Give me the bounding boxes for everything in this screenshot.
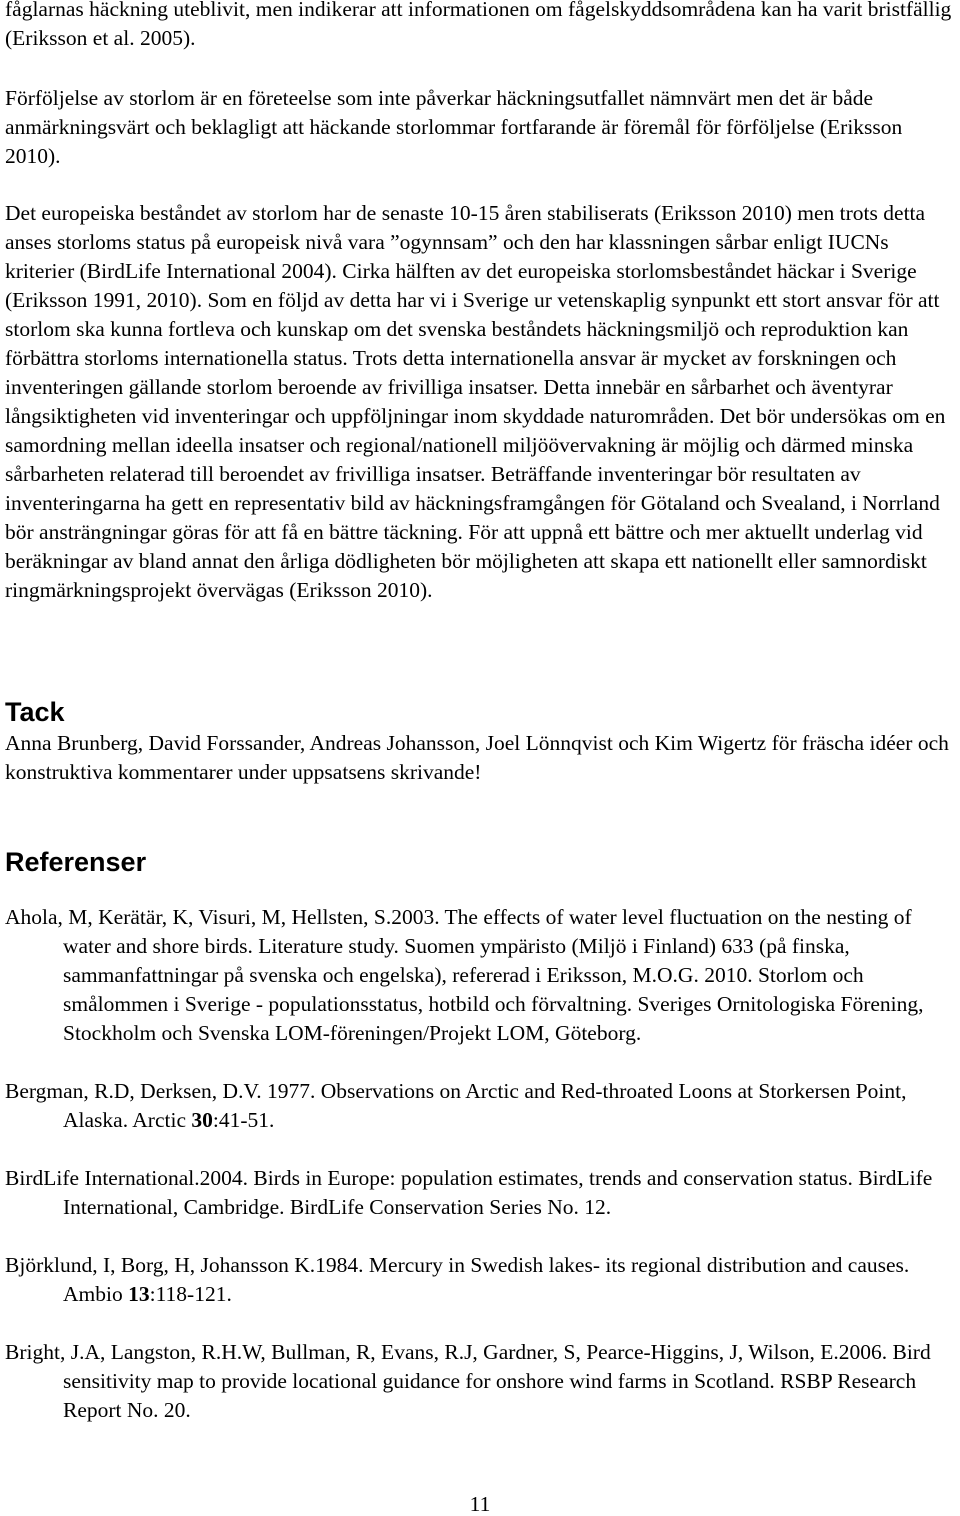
reference-item-birdlife: BirdLife International.2004. Birds in Europe: population estimates, trends and conservation status. BirdLife International, Cambridge. BirdLife Conservation Series No. 12. xyxy=(5,1166,933,1219)
paragraph-intro-tail: fåglarnas häckning uteblivit, men indikerar att informationen om fågelskyddsområdena kan ha varit bristfällig (Eriksson et al. 2005). xyxy=(5,0,952,50)
reference-item-bergman xyxy=(5,1077,955,1135)
paragraph-tack: Anna Brunberg, David Forssander, Andreas Johansson, Joel Lönnqvist och Kim Wigertz för fräscha idéer och konstruktiva kommentarer under uppsatsens skrivande! xyxy=(5,731,949,784)
reference-text: Bergman, R.D, Derksen, D.V. 1977. Observations on Arctic and Red-throated Loons at Storkersen Point, Alaska. Arctic xyxy=(5,1079,907,1132)
reference-item-bright: Bright, J.A, Langston, R.H.W, Bullman, R, Evans, R.J, Gardner, S, Pearce-Higgins, J, Wilson, E.2006. Bird sensitivity map to provide locational guidance for onshore wind farms in Scotland. RSBP Research Report No. 20. xyxy=(5,1340,931,1422)
reference-volume: 30 xyxy=(191,1108,213,1132)
reference-pages: :41-51. xyxy=(212,1108,275,1132)
reference-volume: 13 xyxy=(128,1282,150,1306)
reference-list xyxy=(5,903,955,1454)
reference-pages: :118-121. xyxy=(149,1282,232,1306)
reference-item-ahola: Ahola, M, Kerätär, K, Visuri, M, Hellsten, S.2003. The effects of water level fluctuation on the nesting of water and shore birds. Literature study. Suomen ympäristo (Miljö i Finland) 633 (på finska, sammanfattningar på svenska och engelska), refererad i Eriksson, M.O.G. 2010. Storlom och smålommen i Sverige - populationsstatus, hotbild och förvaltning. Sveriges Ornitologiska Förening, Stockholm och Svenska LOM-föreningen/Projekt LOM, Göteborg. xyxy=(5,905,924,1045)
paragraph-forfoljelse: Förföljelse av storlom är en företeelse som inte påverkar häckningsutfallet nämnvärt men det är både anmärkningsvärt och beklagligt att häckande storlommar fortfarande är föremål för förföljelse (Eriksson 2010). xyxy=(5,86,903,168)
paragraph-europeiska-bestandet: Det europeiska beståndet av storlom har de senaste 10-15 åren stabiliserats (Eriksson 2010) men trots detta anses storloms status på europeisk nivå vara ”ogynnsam” och den har klassningen sårbar enligt IUCNs kriterier (BirdLife International 2004). Cirka hälften av det europeiska storlomsbeståndet häckar i Sverige (Eriksson 1991, 2010). Som en följd av detta har vi i Sverige ur vetenskaplig synpunkt ett stort ansvar för att storlom ska kunna fortleva och kunskap om det svenska beståndets häckningsmiljö och reproduktion kan förbättra storloms internationella status. Trots detta internationella ansvar är mycket av forskningen och inventeringen gällande storlom beroende av frivilliga insatser. Detta innebär en sårbarhet och äventyrar långsiktigheten vid inventeringar och uppföljningar inom skyddade naturområden. Det bör undersökas om en samordning mellan ideella insatser och regional/nationell miljöövervakning är möjlig och därmed minska sårbarheten relaterad till beroendet av frivilliga insatser. Beträffande inventeringar bör resultaten av inventeringarna ha gett en representativ bild av häckningsframgången för Götaland och Svealand, i Norrland bör ansträngningar göras för att få en bättre täckning. För att uppnå ett bättre och mer aktuellt underlag vid beräkningar av bland annat den årliga dödligheten bör möjligheten att skapa ett nationellt eller samnordiskt ringmärkningsprojekt övervägas (Eriksson 2010). xyxy=(5,201,946,602)
heading-referenser: Referenser xyxy=(5,847,147,877)
page-number: 11 xyxy=(469,1492,491,1516)
reference-text: Björklund, I, Borg, H, Johansson K.1984. Mercury in Swedish lakes- its regional distribution and causes. Ambio xyxy=(5,1253,910,1306)
heading-tack: Tack xyxy=(5,697,65,727)
reference-item-bjorklund xyxy=(5,1251,955,1309)
